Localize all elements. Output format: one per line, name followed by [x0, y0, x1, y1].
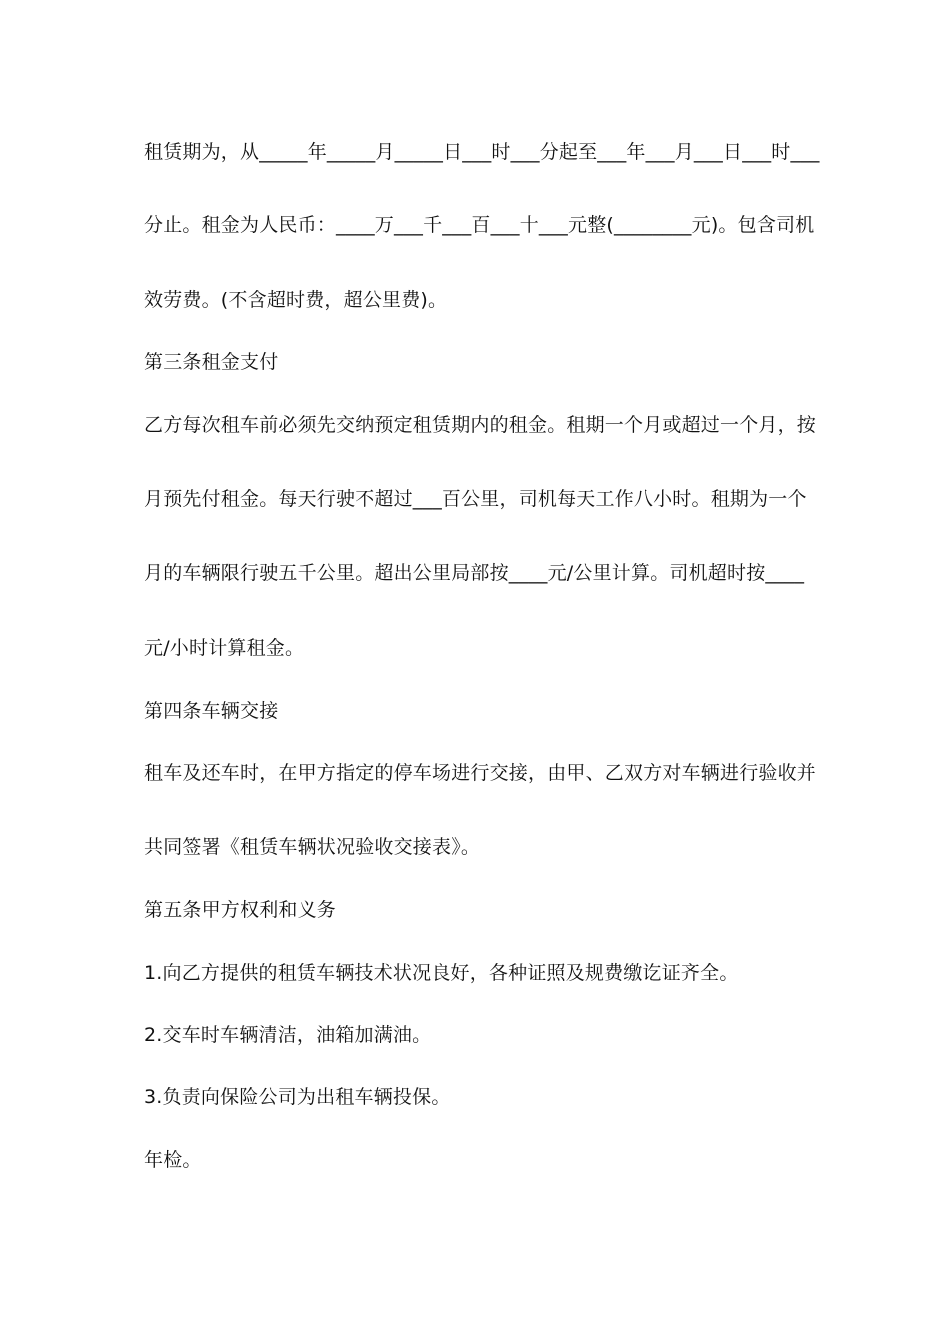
- rent-payment-line-4: 元/小时计算租金。: [144, 637, 305, 659]
- rent-payment-line-2: 月预先付租金。每天行驶不超过___百公里，司机每天工作八小时。租期为一个: [144, 488, 807, 510]
- rent-amount-line: 分止。租金为人民币：____万___千___百___十___元整(________元)。包含司机: [144, 214, 815, 236]
- handover-line-1: 租车及还车时，在甲方指定的停车场进行交接，由甲、乙双方对车辆进行验收并: [144, 762, 817, 784]
- lessor-duty-3: 3.负责向保险公司为出租车辆投保。: [144, 1086, 451, 1108]
- annual-inspection-line: 年检。: [144, 1149, 202, 1171]
- rent-payment-line-3: 月的车辆限行驶五千公里。超出公里局部按____元/公里计算。司机超时按____: [144, 562, 805, 584]
- article-5-heading: 第五条甲方权利和义务: [144, 899, 337, 921]
- lessor-duty-1: 1.向乙方提供的租赁车辆技术状况良好，各种证照及规费缴讫证齐全。: [144, 962, 739, 984]
- handover-line-2: 共同签署《租赁车辆状况验收交接表》。: [144, 836, 481, 858]
- service-fee-line: 效劳费。(不含超时费，超公里费)。: [144, 289, 448, 311]
- rent-payment-line-1: 乙方每次租车前必须先交纳预定租赁期内的租金。租期一个月或超过一个月，按: [144, 414, 817, 436]
- lessor-duty-2: 2.交车时车辆清洁，油箱加满油。: [144, 1024, 432, 1046]
- rental-period-line: 租赁期为，从_____年_____月_____日___时___分起至___年___月___日___时___: [144, 141, 820, 163]
- article-4-heading: 第四条车辆交接: [144, 700, 279, 722]
- article-3-heading: 第三条租金支付: [144, 351, 279, 373]
